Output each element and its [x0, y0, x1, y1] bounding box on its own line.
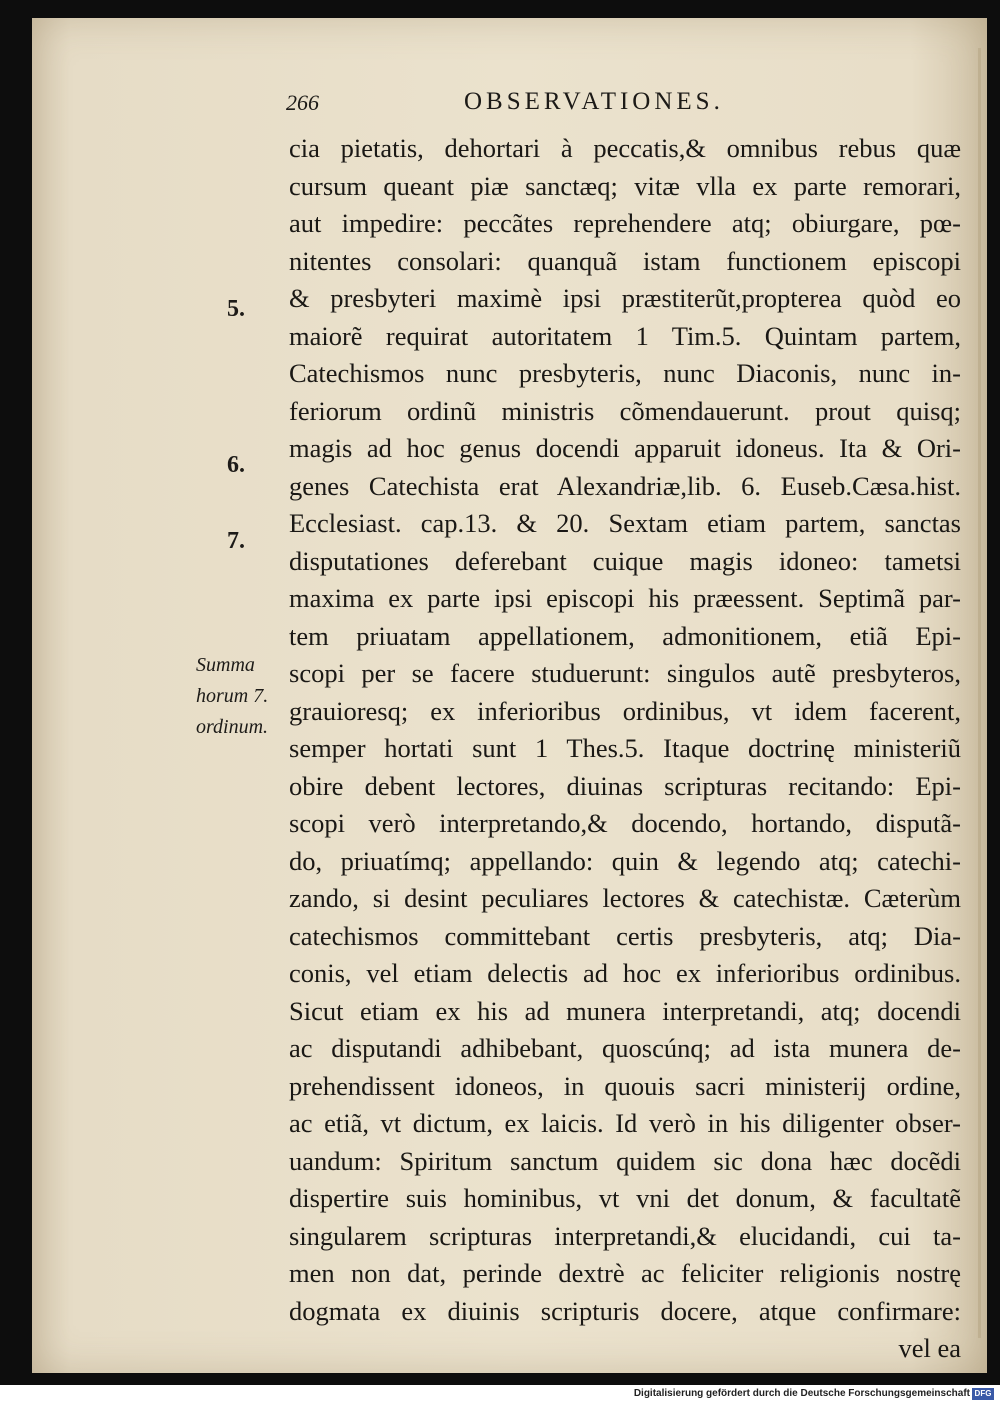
text-line: ac disputandi adhibebant, quoscúnq; ad ista munera de- — [289, 1033, 961, 1063]
text-line: & presbyteri maximè ipsi præstiterũt,propterea quòd eo — [289, 283, 961, 313]
text-line: conis, vel etiam delectis ad hoc ex inferioribus ordinibus. — [289, 958, 961, 988]
text-line: prehendissent idoneos, in quouis sacri ministerij ordine, — [289, 1070, 961, 1101]
catchword: vel ea — [898, 1333, 961, 1363]
text-line: catechismos committebant certis presbyteris, atq; Dia- — [289, 920, 961, 951]
text-line: magis ad hoc genus docendi apparuit idoneus. Ita & Ori- — [289, 433, 961, 463]
text-line: nitentes consolari: quanquã istam functionem episcopi — [289, 245, 961, 276]
text-line: Catechismos nunc presbyteris, nunc Diaconis, nunc in- — [289, 358, 961, 388]
text-line: semper hortati sunt 1 Thes.5. Itaque doctrinę ministeriũ — [289, 733, 961, 763]
text-line: obire debent lectores, diuinas scripturas recitando: Epi- — [289, 770, 961, 801]
text-line: uandum: Spiritum sanctum quidem sic dona hæc docẽdi — [289, 1145, 961, 1176]
text-line: singularem scripturas interpretandi,& elucidandi, cui ta- — [289, 1220, 961, 1251]
text-line: Sicut etiam ex his ad munera interpretandi, atq; docendi — [289, 995, 961, 1026]
margin-marker-7: 7. — [227, 528, 245, 554]
margin-note-line: Summa — [196, 654, 255, 676]
text-line: dogmata ex diuinis scripturis docere, atque confirmare: — [289, 1295, 961, 1326]
margin-marker-5: 5. — [227, 296, 245, 322]
text-line: men non dat, perinde dextrè ac feliciter religionis nostrę — [289, 1258, 961, 1288]
text-line: do, priuatímq; appellando: quin & legendo atq; catechi- — [289, 845, 961, 876]
text-line: tem priuatam appellationem, admonitionem, etiã Epi- — [289, 620, 961, 651]
text-line: Ecclesiast. cap.13. & 20. Sextam etiam partem, sanctas — [289, 508, 961, 538]
footer-bar — [0, 1385, 1000, 1405]
page-number: 266 — [286, 90, 319, 115]
text-line: zando, si desint peculiares lectores & catechistæ. Cæterùm — [289, 883, 961, 913]
text-line: cia pietatis, dehortari à peccatis,& omnibus rebus quæ — [289, 133, 961, 163]
text-line: feriorum ordinũ ministris cõmendauerunt. prout quisq; — [289, 395, 961, 426]
text-line: scopi verò interpretando,& docendo, hortando, disputã- — [289, 808, 961, 838]
text-line: dispertire suis hominibus, vt vni det donum, & facultatẽ — [289, 1183, 961, 1213]
page-edge — [978, 48, 981, 1338]
page-header — [286, 86, 966, 126]
margin-marker-6: 6. — [227, 452, 245, 478]
text-line: maxima ex parte ipsi episcopi his præessent. Septimã par- — [289, 583, 961, 613]
margin-note-line: horum 7. — [196, 685, 269, 707]
text-line: ac etiã, vt dictum, ex laicis. Id verò in his diligenter obser- — [289, 1108, 961, 1138]
body-text — [289, 130, 969, 1368]
text-line: genes Catechista erat Alexandriæ,lib. 6. Euseb.Cæsa.hist. — [289, 470, 961, 501]
dfg-logo-icon: DFG — [972, 1388, 994, 1400]
margin-note-line: ordinum. — [196, 716, 269, 738]
text-line: disputationes deferebant cuique magis idoneo: tametsi — [289, 545, 961, 576]
margin-note — [196, 650, 286, 743]
running-title: OBSERVATIONES. — [464, 88, 724, 115]
text-line: grauioresq; ex inferioribus ordinibus, vt idem facerent, — [289, 695, 961, 726]
text-line: cursum queant piæ sanctæq; vitæ vlla ex parte remorari, — [289, 170, 961, 201]
text-line: aut impedire: peccãtes reprehendere atq; obiurgare, pœ- — [289, 208, 961, 238]
text-line: maiorẽ requirat autoritatem 1 Tim.5. Quintam partem, — [289, 320, 961, 351]
funding-credit: Digitalisierung gefördert durch die Deutsche Forschungsgemeinschaft — [633, 1388, 970, 1399]
text-line: scopi per se facere studuerunt: singulos autẽ presbyteros, — [289, 658, 961, 688]
